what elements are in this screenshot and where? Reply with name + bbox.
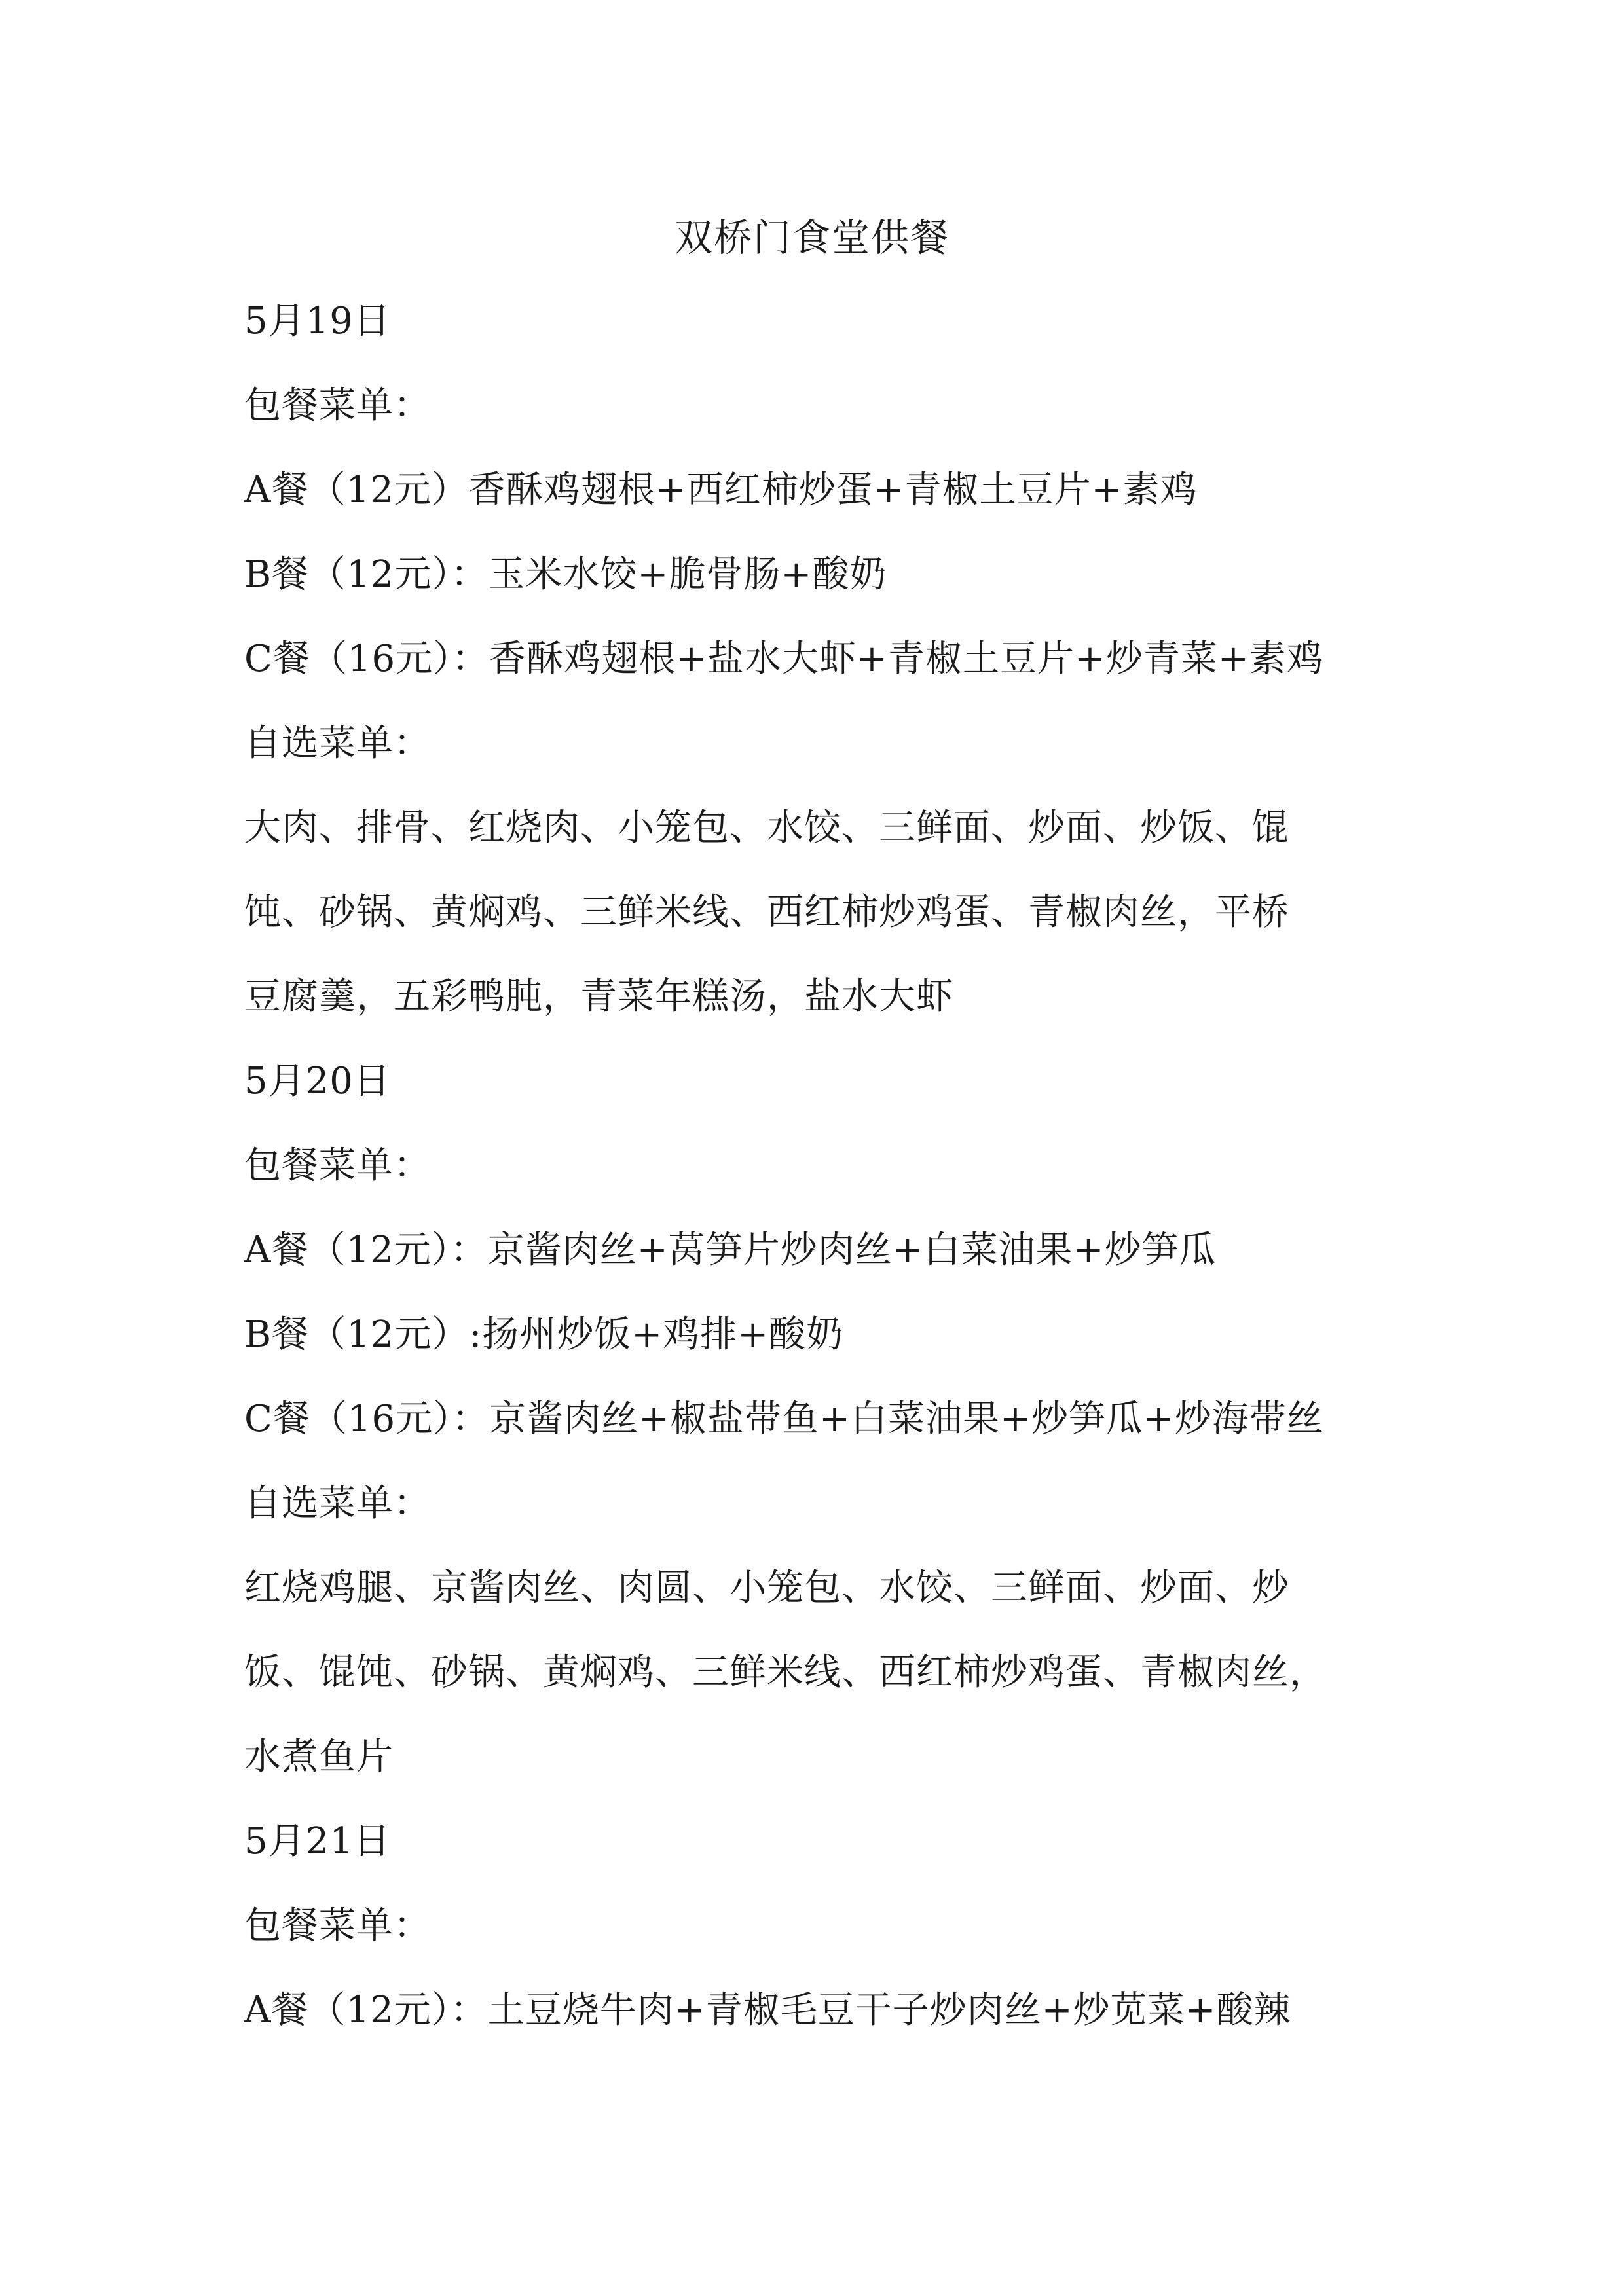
a-la-carte-items-line: 饭、馄饨、砂锅、黄焖鸡、三鲜米线、西红柿炒鸡蛋、青椒肉丝， <box>244 1651 1327 1694</box>
date-heading-may-19: 5月19日 <box>244 300 391 342</box>
set-meal-c: C餐（16元）：京酱肉丝+椒盐带鱼+白菜油果+炒笋瓜+炒海带丝 <box>244 1398 1324 1440</box>
a-la-carte-heading: 自选菜单： <box>244 722 431 765</box>
date-heading-may-21: 5月21日 <box>244 1820 391 1863</box>
a-la-carte-items-line: 红烧鸡腿、京酱肉丝、肉圆、小笼包、水饺、三鲜面、炒面、炒 <box>244 1567 1289 1609</box>
set-meal-b: B餐（12元）：玉米水饺+脆骨肠+酸奶 <box>244 553 887 596</box>
set-meal-a: A餐（12元）香酥鸡翅根+西红柿炒蛋+青椒土豆片+素鸡 <box>244 469 1198 511</box>
package-menu-heading: 包餐菜单： <box>244 1144 431 1187</box>
date-heading-may-20: 5月20日 <box>244 1060 391 1102</box>
a-la-carte-items-line: 饨、砂锅、黄焖鸡、三鲜米线、西红柿炒鸡蛋、青椒肉丝，平桥 <box>244 891 1289 934</box>
package-menu-heading: 包餐菜单： <box>244 1904 431 1947</box>
set-meal-b: B餐（12元）:扬州炒饭+鸡排+酸奶 <box>244 1313 844 1356</box>
a-la-carte-items-line: 大肉、排骨、红烧肉、小笼包、水饺、三鲜面、炒面、炒饭、馄 <box>244 807 1289 849</box>
a-la-carte-items-line: 豆腐羹，五彩鸭肫，青菜年糕汤，盐水大虾 <box>244 975 953 1018</box>
set-meal-c: C餐（16元）：香酥鸡翅根+盐水大虾+青椒土豆片+炒青菜+素鸡 <box>244 638 1324 680</box>
package-menu-heading: 包餐菜单： <box>244 384 431 427</box>
set-meal-a: A餐（12元）：土豆烧牛肉+青椒毛豆干子炒肉丝+炒苋菜+酸辣 <box>244 1989 1291 2032</box>
a-la-carte-items-line: 水煮鱼片 <box>244 1736 394 1778</box>
set-meal-a: A餐（12元）：京酱肉丝+莴笋片炒肉丝+白菜油果+炒笋瓜 <box>244 1229 1217 1271</box>
a-la-carte-heading: 自选菜单： <box>244 1482 431 1525</box>
page-title: 双桥门食堂供餐 <box>674 215 950 260</box>
